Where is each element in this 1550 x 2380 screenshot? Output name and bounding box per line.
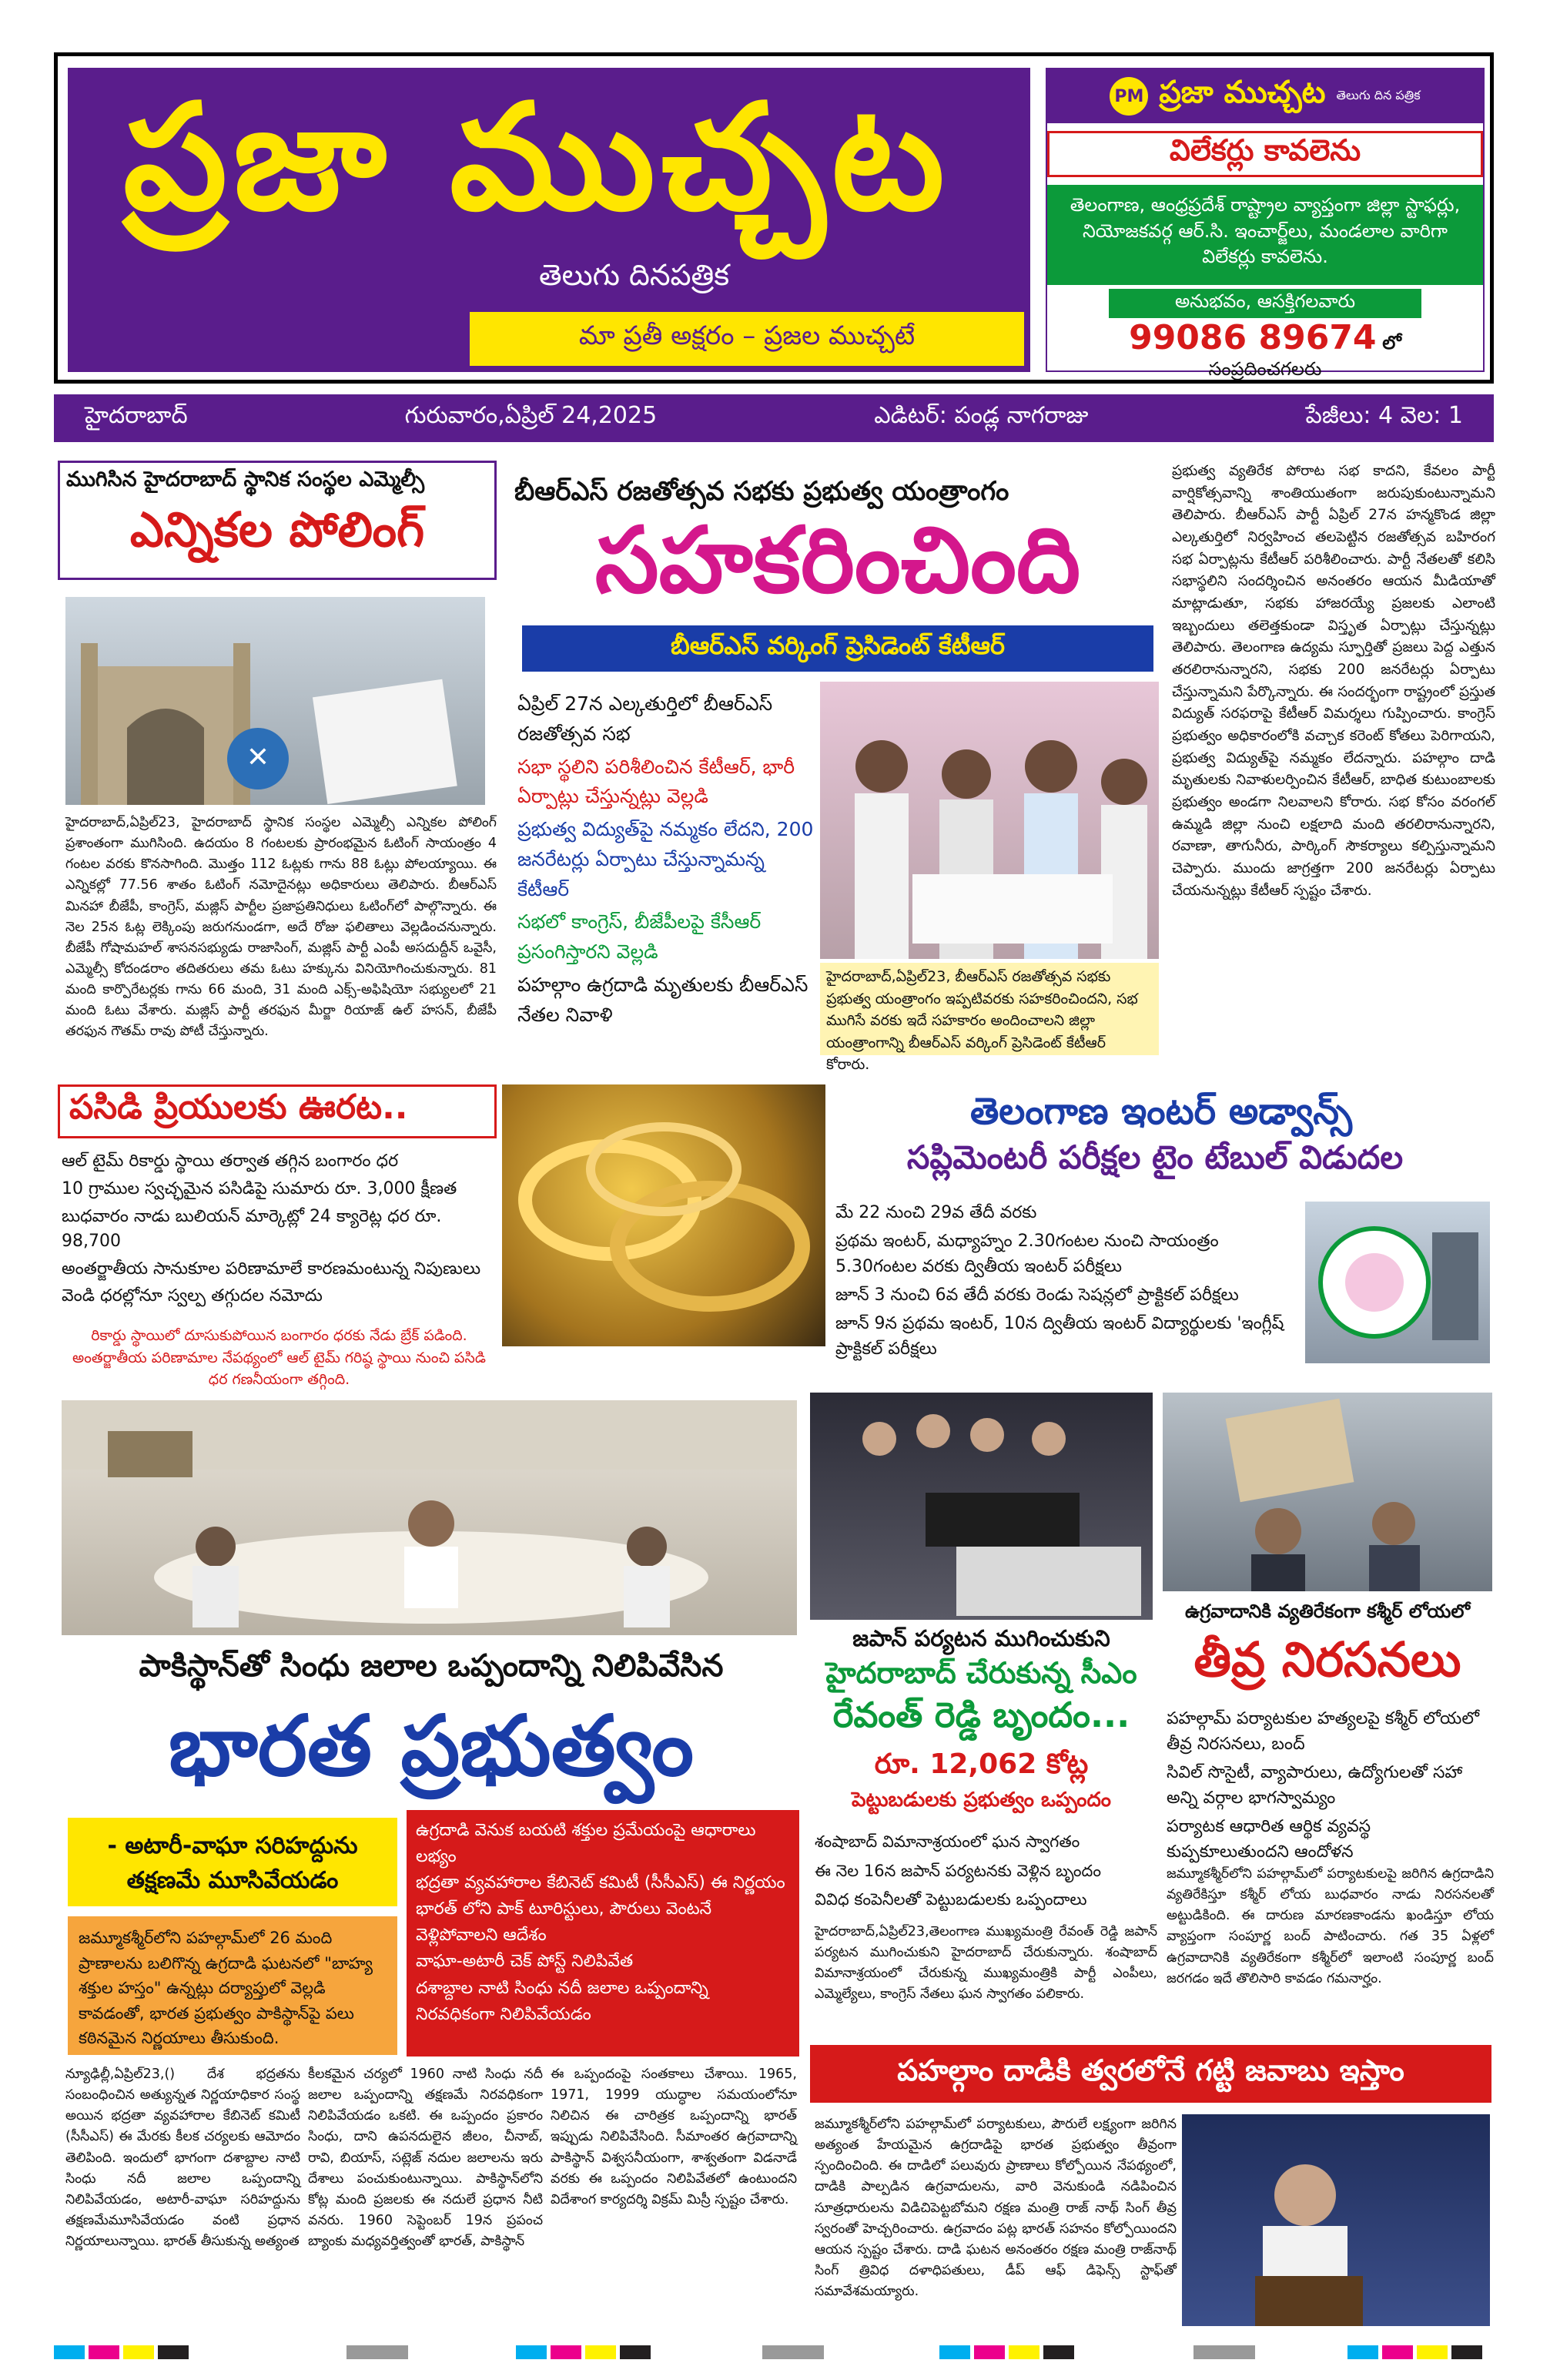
gold-bullets bbox=[62, 1149, 497, 1311]
japan-bullet-2: ఈ నెల 16న జపాన్ పర్యటనకు వెళ్లిన బృందం bbox=[815, 1861, 1102, 1880]
indus-red-bullet-3: భారత్ లోని పాక్ టూరిస్టులు, పౌరులు వెంటనే వెళ్లిపోవాలని ఆదేశం bbox=[416, 1899, 712, 1946]
brs-bullet-5: పహల్గాం ఉగ్రదాడి మృతులకు బీఆర్ఎస్ నేతల నివాళి bbox=[517, 973, 808, 1026]
masthead-tagline: మా ప్రతీ అక్షరం – ప్రజల ముచ్చటే bbox=[470, 312, 1024, 366]
gold-bullet-2: 10 గ్రాముల స్వచ్ఛమైన పసిడిపై సుమారు రూ. 3,000 క్షీణత bbox=[62, 1178, 457, 1198]
exam-board-logo-icon bbox=[1305, 1202, 1490, 1363]
japan-bullets bbox=[815, 1829, 1153, 1914]
brs-caption: హైదరాబాద్,ఏప్రిల్23, బీఆర్ఎస్ రజతోత్సవ సభకు ప్రభుత్వ యంత్రాంగం ఇప్పటివరకు సహకరించిందని, సభ ముగిసే వరకు ఇదే సహకారం అందించాలని జిల్లా యంత్రాంగాన్ని బీఆర్ఎస్ వర్కింగ్ ప్రెసిడెంట్ కేటీఆర్ కోరారు. bbox=[820, 963, 1159, 1055]
page-info: పేజీలు: 4 వెల: 1 bbox=[1305, 402, 1463, 429]
indus-kicker: పాకిస్థాన్‌తో సింధు జలాల ఒప్పందాన్ని నిలిపివేసిన bbox=[139, 1648, 724, 1684]
kashmir-bullets bbox=[1167, 1706, 1494, 1860]
ad-phone-suffix: లో bbox=[1382, 332, 1401, 354]
editor: ఎడిటర్: పండ్ల నాగరాజు bbox=[874, 402, 1089, 429]
defence-body: జమ్మూకశ్మీర్‌లోని పహల్గామ్‌లో పర్యాటకులు, పౌరులే లక్ష్యంగా జరిగిన అత్యంత హేయమైన ఉగ్రదాడిపై భారత ప్రభుత్వం తీవ్రంగా స్పందించింది. ఈ దాడిలో పలువురు ప్రాణాలు కోల్పోయిన నేపథ్యంలో, దాడికి పాల్పడిన ఉగ్రవాదులను, వారి వెనుకుండి నడిపించిన సూత్రధారులను విడిచిపెట్టబోమని రక్షణ మంత్రి రాజ్ నాథ్ సింగ్ తీవ్ర స్వరంతో హెచ్చరించారు. ఉగ్రవాదం పట్ల భారత్ సహనం కోల్పోయిందని ఆయన స్పష్టం చేశారు. దాడి ఘటన అనంతరం రక్షణ మంత్రి రాజ్‌నాథ్ సింగ్ త్రివిధ దళాధిపతులు, డీప్ ఆఫ్ డిఫెన్స్ స్టాఫ్‌తో సమావేశమయ్యారు. bbox=[815, 2117, 1177, 2299]
japan-bullet-3: వివిధ కంపెనీలతో పెట్టుబడులకు ఒప్పందాలు bbox=[815, 1890, 1087, 1909]
cmyk-marks bbox=[54, 2345, 1494, 2359]
brs-banner: బీఆర్ఎస్ వర్కింగ్ ప్రెసిడెంట్ కేటీఆర్ bbox=[522, 625, 1153, 672]
indus-orange-box: జమ్మూకశ్మీర్‌లోని పహల్గామ్‌లో 26 మంది ప్రాణాలను బలిగొన్న ఉగ్రదాడి ఘటనలో "బాహ్య శక్తుల హస్తం" ఉన్నట్లు దర్యాప్తులో వెల్లడి కావడంతో, భారత ప్రభుత్వం పాకిస్థాన్‌పై పలు కఠినమైన నిర్ణయాలు తీసుకుంది. bbox=[68, 1916, 397, 2055]
brs-headline: సహకరించింది bbox=[594, 507, 1081, 613]
gold-bullet-4: అంతర్జాతీయ సానుకూల పరిణామాలే కారణమంటున్న నిపుణులు bbox=[62, 1259, 481, 1279]
rajnath-singh-image bbox=[1182, 2114, 1490, 2326]
japan-bullet-1: శంషాబాద్ విమానాశ్రయంలో ఘన స్వాగతం bbox=[815, 1832, 1080, 1851]
brs-bullet-4: సభలో కాంగ్రెస్, బీజేపీలపై కేసీఆర్ ప్రసంగిస్తారని వెల్లడి bbox=[517, 910, 762, 963]
gold-bangles-illustration bbox=[502, 1084, 825, 1346]
indus-red-box bbox=[407, 1810, 799, 2057]
ccs-meeting-image bbox=[62, 1400, 797, 1635]
brs-bullet-3: ప్రభుత్వ విద్యుత్‌పై నమ్మకం లేదని, 200 జనరేటర్లు ఏర్పాటు చేస్తున్నామన్న కేటీఆర్ bbox=[517, 818, 814, 900]
inter-bullet-2: ప్రథమ ఇంటర్, మధ్యాహ్నం 2.30గంటల నుంచి సాయంత్రం 5.30గంటల వరకు ద్వితీయ ఇంటర్ పరీక్షలు bbox=[835, 1232, 1219, 1276]
indus-red-bullet-5: దశాబ్దాల నాటి సింధు నదీ జలాల ఒప్పందాన్ని నిరవధికంగా నిలిపివేయడం bbox=[416, 1978, 708, 2024]
kashmir-protest-image bbox=[1163, 1393, 1492, 1591]
ktr-visit-image bbox=[820, 682, 1159, 959]
mlc-headline: ఎన్నికల పోలింగ్ bbox=[129, 501, 425, 558]
japan-amount: రూ. 12,062 కోట్ల bbox=[874, 1748, 1089, 1780]
brs-column: ప్రభుత్వ వ్యతిరేక పోరాట సభ కాదని, కేవలం పార్టీ వార్షికోత్సవాన్ని శాంతియుతంగా జరుపుకుంటున్నామని తెలిపారు. బీఆర్ఎస్ పార్టీ ఏప్రిల్ 27న హన్మకొండ జిల్లా ఎల్కతుర్తిలో నిర్వహించ తలపెట్టిన రజతోత్సవ బహిరంగ సభ ఏర్పాట్లను కేటీఆర్ పరిశీలించారు. పార్టీ నేతలతో కలిసి సభాస్థలిని సందర్శించిన అనంతరం ఆయన మీడియాతో మాట్లాడుతూ, సభకు హాజరయ్యే ప్రజలకు ఎలాంటి ఇబ్బందులు తలెత్తకుండా విస్తృత ఏర్పాట్లు చేస్తున్నట్లు తెలిపారు. తెలంగాణ ఉద్యమ స్ఫూర్తితో ప్రజలు పెద్ద ఎత్తున తరలిరానున్నారని, సభకు 200 జనరేటర్లు ఏర్పాటు చేస్తున్నామని పేర్కొన్నారు. ఈ సందర్భంగా రాష్ట్రంలో ప్రస్తుత విద్యుత్ సరఫరాపై కేటీఆర్ విమర్శలు గుప్పించారు. కాంగ్రెస్ ప్రభుత్వం అధికారంలోకి వచ్చాక కరెంట్ కోతలు పెరిగాయని, ప్రభుత్వ విద్యుత్‌పై నమ్మకం లేదన్నారు. పహల్గాం దాడి మృతులకు నివాళులర్పించిన కేటీఆర్, బాధిత కుటుంబాలకు ప్రభుత్వం అండగా నిలవాలని కోరారు. సభ కోసం వరంగల్ ఉమ్మడి జిల్లా నుంచి లక్షలాది మంది తరలిరానున్నారని, రవాణా, తాగునీరు, పార్కింగ్ సౌకర్యాలు కల్పిస్తున్నామని చెప్పారు. ముందు జాగ్రత్తగా 200 జనరేటర్లు ఏర్పాటు చేయనున్నట్లు కేటీఆర్ స్పష్టం చేశారు. bbox=[1172, 463, 1495, 899]
masthead-title: ప్రజా ముచ్చట bbox=[123, 72, 951, 243]
ccs-meeting-illustration bbox=[62, 1400, 797, 1635]
kashmir-headline: తీవ్ర నిరసనలు bbox=[1193, 1631, 1461, 1688]
gold-bullet-3: బుధవారం నాడు బులియన్ మార్కెట్లో 24 క్యారెట్ల ధర రూ. 98,700 bbox=[62, 1206, 442, 1251]
mlc-body: హైదరాబాద్,ఏప్రిల్23, హైదరాబాద్ స్థానిక సంస్థల ఎమ్మెల్సీ ఎన్నికల పోలింగ్ ప్రశాంతంగా ముగిసింది. ఉదయం 8 గంటలకు ప్రారంభమైన ఓటింగ్ సాయంత్రం 4 గంటల వరకు కొనసాగింది. మొత్తం 112 ఓట్లకు గాను 88 ఓట్లు పోలయ్యాయి. ఈ ఎన్నికల్లో 77.56 శాతం ఓటింగ్ నమోదైనట్లు అధికారులు తెలిపారు. బీఆర్ఎస్ మినహా బీజేపీ, కాంగ్రెస్, మజ్లిస్ పార్టీల ప్రజాప్రతినిధులు ఓటింగ్‌లో పాల్గొన్నారు. ఈ నెల 25న ఓట్ల లెక్కింపు జరుగనుండగా, అదే రోజు ఫలితాలు వెల్లడించనున్నారు. బీజేపీ గోషామహల్ శాసనసభ్యుడు రాజాసింగ్, మజ్లిస్ పార్టీ ఎంపీ అసదుద్దీన్ ఒవైసీ, ఎమ్మెల్సీ కోదండరాం తదితరులు తమ ఓటు హక్కును వినియోగించుకున్నారు. 81 మంది కార్పొరేటర్లకు గాను 66 మంది, 31 మంది ఎక్స్-అఫిషియో సభ్యులలో 21 మంది ఓటు వేశారు. మజ్లిస్ పార్టీ తరఫున మీర్జా రియాజ్ ఉల్ హసన్, బీజేపీ తరఫున గౌతమ్ రావు పోటీ చేస్తున్నారు. bbox=[65, 815, 497, 1040]
indus-body-col-1: న్యూఢిల్లీ,ఏప్రిల్23,() దేశ భద్రతను సంబంధించిన అత్యున్నత నిర్ణయాధికార సంస్థ అయిన భద్రతా వ్యవహారాల కేబినెట్ కమిటీ (సీసీఎస్) ఈ మేరకు కీలక చర్యలకు ఆమోదం తెలిపింది. ఇందులో భాగంగా దశాబ్దాల నాటి సింధు నదీ జలాల ఒప్పందాన్ని నిలిపివేయడం, అటారీ-వాఘా సరిహద్దును తక్షణమేమూసివేయడం వంటి ప్రధాన నిర్ణయాలున్నాయి. భారత్ తీసుకున్న అత్యంత bbox=[65, 2067, 300, 2249]
cm-welcome-illustration bbox=[810, 1393, 1153, 1620]
issue-date: గురువారం,ఏప్రిల్ 24,2025 bbox=[404, 402, 658, 429]
gold-bullet-1: ఆల్ టైమ్ రికార్డు స్థాయి తర్వాత తగ్గిన బంగారం ధర bbox=[62, 1151, 399, 1171]
inter-bullet-4: జూన్ 9న ప్రథమ ఇంటర్, 10న ద్వితీయ ఇంటర్ విద్యార్థులకు 'ఇంగ్లీష్ ప్రాక్టికల్ పరీక్షలు bbox=[835, 1314, 1284, 1359]
ad-brand: ప్రజా ముచ్చట bbox=[1159, 75, 1326, 110]
inter-headline-1: తెలంగాణ ఇంటర్ అడ్వాన్స్ bbox=[969, 1090, 1353, 1133]
inter-headline-2: సప్లిమెంటరీ పరీక్షల టైం టేబుల్ విడుదల bbox=[906, 1138, 1404, 1176]
gold-bangles-image bbox=[502, 1084, 825, 1346]
ad-heading: విలేకర్లు కావలెను bbox=[1047, 131, 1483, 177]
color-registration-strip bbox=[54, 2345, 1494, 2359]
kashmir-protest-illustration bbox=[1163, 1393, 1492, 1591]
kashmir-kicker: ఉగ్రవాదానికి వ్యతిరేకంగా కశ్మీర్ లోయలో bbox=[1184, 1601, 1471, 1622]
japan-amount-sub: పెట్టుబడులకు ప్రభుత్వం ఒప్పందం bbox=[852, 1788, 1111, 1812]
exam-hall-image bbox=[1305, 1202, 1490, 1363]
ad-brand-bar bbox=[1047, 69, 1483, 123]
ad-phone: 99086 89674 bbox=[1129, 318, 1377, 357]
indus-red-bullet-1: ఉగ్రదాడి వెనుక బయటి శక్తుల ప్రమేయంపై ఆధారాలు లభ్యం bbox=[416, 1821, 756, 1867]
brs-bullet-1: ఏప్రిల్ 27న ఎల్కతుర్తిలో బీఆర్ఎస్ రజతోత్సవ సభ bbox=[517, 692, 773, 745]
gold-caption: రికార్డు స్థాయిలో దూసుకుపోయిన బంగారం ధరకు నేడు బ్రేక్ పడింది. అంతర్జాతీయ పరిణామాల నేపథ్యంలో ఆల్ టైమ్ గరిష్ఠ స్థాయి నుంచి పసిడి ధర గణనీయంగా తగ్గింది. bbox=[72, 1327, 486, 1388]
indus-red-bullet-4: వాఘా-అటారీ చెక్ పోస్ట్ నిలిపివేత bbox=[416, 1952, 634, 1972]
mlc-kicker: ముగిసిన హైదరాబాద్ స్థానిక సంస్థల ఎమ్మెల్సీ bbox=[66, 468, 425, 491]
defence-headline: పహల్గాం దాడికి త్వరలోనే గట్టి జవాబు ఇస్తాం bbox=[810, 2045, 1491, 2103]
rajnath-singh-illustration bbox=[1182, 2114, 1490, 2326]
japan-headline-1: హైదరాబాద్ చేరుకున్న సీఎం bbox=[825, 1656, 1137, 1690]
brs-bullets bbox=[517, 689, 818, 1121]
indus-yellow-box: - అటారీ-వాఘా సరిహద్దును తక్షణమే మూసివేయడం bbox=[68, 1818, 397, 1906]
inter-bullet-3: జూన్ 3 నుంచి 6వ తేదీ వరకు రెండు సెషన్లలో ప్రాక్టికల్ పరీక్షలు bbox=[835, 1286, 1239, 1305]
cm-welcome-image bbox=[810, 1393, 1153, 1620]
charminar-ballot-image bbox=[65, 597, 485, 805]
brs-bullet-2: సభా స్థలిని పరిశీలించిన కేటీఆర్, భారీ ఏర్పాట్లు చేస్తున్నట్లు వెల్లడి bbox=[517, 755, 795, 808]
gold-headline: పసిడి ప్రియులకు ఊరట.. bbox=[58, 1084, 497, 1138]
ad-body: తెలంగాణ, ఆంధ్రప్రదేశ్ రాష్ట్రాల వ్యాప్తంగా జిల్లా స్టాఫర్లు, నియోజకవర్గ ఆర్.సి. ఇంచార్జ్‌లు, మండలాల వారిగా విలేకర్లు కావలెను. bbox=[1047, 185, 1483, 285]
ad-brand-sub: తెలుగు దిన పత్రిక bbox=[1336, 87, 1421, 102]
indus-body-col-2: కీలకమైన చర్యలో 1960 నాటి సింధు నదీ జలాల ఒప్పందాన్ని తక్షణమే నిరవధికంగా నిలిపివేయడం ఒకటి. ఈ ఒప్పందం ప్రకారం సింధు, దాని ఉపనదులైన జీలం, చీనాబ్, రావి, బియాస్, సట్లెజ్ నదుల జలాలను ఇరు దేశాలు పంచుకుంటున్నాయి. పాకిస్థాన్‌లోని కోట్ల మంది ప్రజలకు ఈ నదులే ప్రధాన నీటి వనరు. 1960 సెప్టెంబర్ 19న ప్రపంచ బ్యాంకు మధ్యవర్తిత్వంతో భారత్, పాకిస్థాన్ bbox=[308, 2067, 543, 2249]
charminar-illustration bbox=[65, 597, 485, 805]
gold-bullet-5: వెండి ధరల్లోనూ స్వల్ప తగ్గుదల నమోదు bbox=[62, 1286, 323, 1306]
svg-text:✕: ✕ bbox=[246, 742, 270, 773]
brs-kicker: బీఆర్ఎస్ రజతోత్సవ సభకు ప్రభుత్వ యంత్రాంగం bbox=[514, 476, 1009, 507]
kashmir-bullet-3: పర్యాటక ఆధారిత ఆర్థిక వ్యవస్థ కుప్పకూలుతుందని ఆందోళన bbox=[1167, 1817, 1371, 1862]
kashmir-bullet-1: పహల్గామ్ పర్యాటకుల హత్యలపై కశ్మీర్ లోయలో తీవ్ర నిరసనలు, బంద్ bbox=[1167, 1709, 1479, 1754]
inter-bullets bbox=[835, 1200, 1297, 1377]
masthead-subtitle: తెలుగు దినపత్రిక bbox=[539, 258, 730, 292]
ad-contact: సంప్రదించగలరు bbox=[1208, 358, 1322, 380]
mlc-header-box bbox=[58, 461, 497, 580]
city: హైదరాబాద్ bbox=[85, 402, 188, 429]
brand-logo-icon: PM bbox=[1110, 77, 1148, 116]
indus-red-bullet-2: భద్రతా వ్యవహారాల కేబినెట్ కమిటీ (సీసీఎస్) ఈ నిర్ణయం bbox=[416, 1873, 785, 1893]
japan-headline-2: రేవంత్ రెడ్డి బృందం... bbox=[832, 1694, 1130, 1735]
ktr-visit-illustration bbox=[820, 682, 1159, 959]
kashmir-body: జమ్మూకశ్మీర్‌లోని పహల్గామ్‌లో పర్యాటకులపై జరిగిన ఉగ్రదాడిని వ్యతిరేకిస్తూ కశ్మీర్ లోయ బుధవారం నాడు నిరసనలతో అట్టుడికింది. ఈ దారుణ మారణకాండను ఖండిస్తూ లోయ వ్యాప్తంగా సంపూర్ణ బంద్ పాటించారు. గత 35 ఏళ్లలో ఉగ్రవాదానికి వ్యతిరేకంగా కశ్మీర్‌లో ఇలాంటి సంపూర్ణ బంద్ జరగడం ఇదే తొలిసారి కావడం గమనార్హం. bbox=[1167, 1866, 1494, 1986]
japan-body: హైదరాబాద్,ఏప్రిల్23,తెలంగాణ ముఖ్యమంత్రి రేవంత్ రెడ్డి జపాన్ పర్యటన ముగించుకుని హైదరాబాద్ చేరుకున్నారు. శంషాబాద్ విమానాశ్రయంలో చేరుకున్న ముఖ్యమంత్రికి పార్టీ ఎంపీలు, ఎమ్మెల్యేలు, కాంగ్రెస్ నేతలు ఘన స్వాగతం పలికారు. bbox=[815, 1924, 1157, 2003]
kashmir-bullet-2: సివిల్ సొసైటీ, వ్యాపారులు, ఉద్యోగులతో సహా అన్ని వర్గాల భాగస్వామ్యం bbox=[1167, 1763, 1463, 1808]
indus-body-col-3: ఈ ఒప్పందంపై సంతకాలు చేశాయి. 1965, 1971, 1999 యుద్ధాల సమయంలోనూ నిలిచిన ఈ చారిత్రక ఒప్పందాన్ని భారత్ ఇప్పుడు నిలిపివేసింది. సీమాంతర ఉగ్రవాదాన్ని పాకిస్థాన్ విశ్వసనీయంగా, శాశ్వతంగా విడనాడే వరకు ఈ ఒప్పందం నిలిపివేతలో ఉంటుందని విదేశాంగ కార్యదర్శి విక్రమ్ మిస్రీ స్పష్టం చేశారు. bbox=[551, 2067, 797, 2207]
date-bar bbox=[54, 394, 1494, 442]
ad-experience: అనుభవం, ఆసక్తిగలవారు bbox=[1109, 289, 1421, 318]
japan-kicker: జపాన్ పర్యటన ముగించుకుని bbox=[852, 1625, 1110, 1651]
ad-contact-block bbox=[1047, 289, 1483, 380]
indus-headline: భారత ప్రభుత్వం bbox=[169, 1698, 694, 1795]
inter-bullet-1: మే 22 నుంచి 29వ తేదీ వరకు bbox=[835, 1203, 1037, 1222]
